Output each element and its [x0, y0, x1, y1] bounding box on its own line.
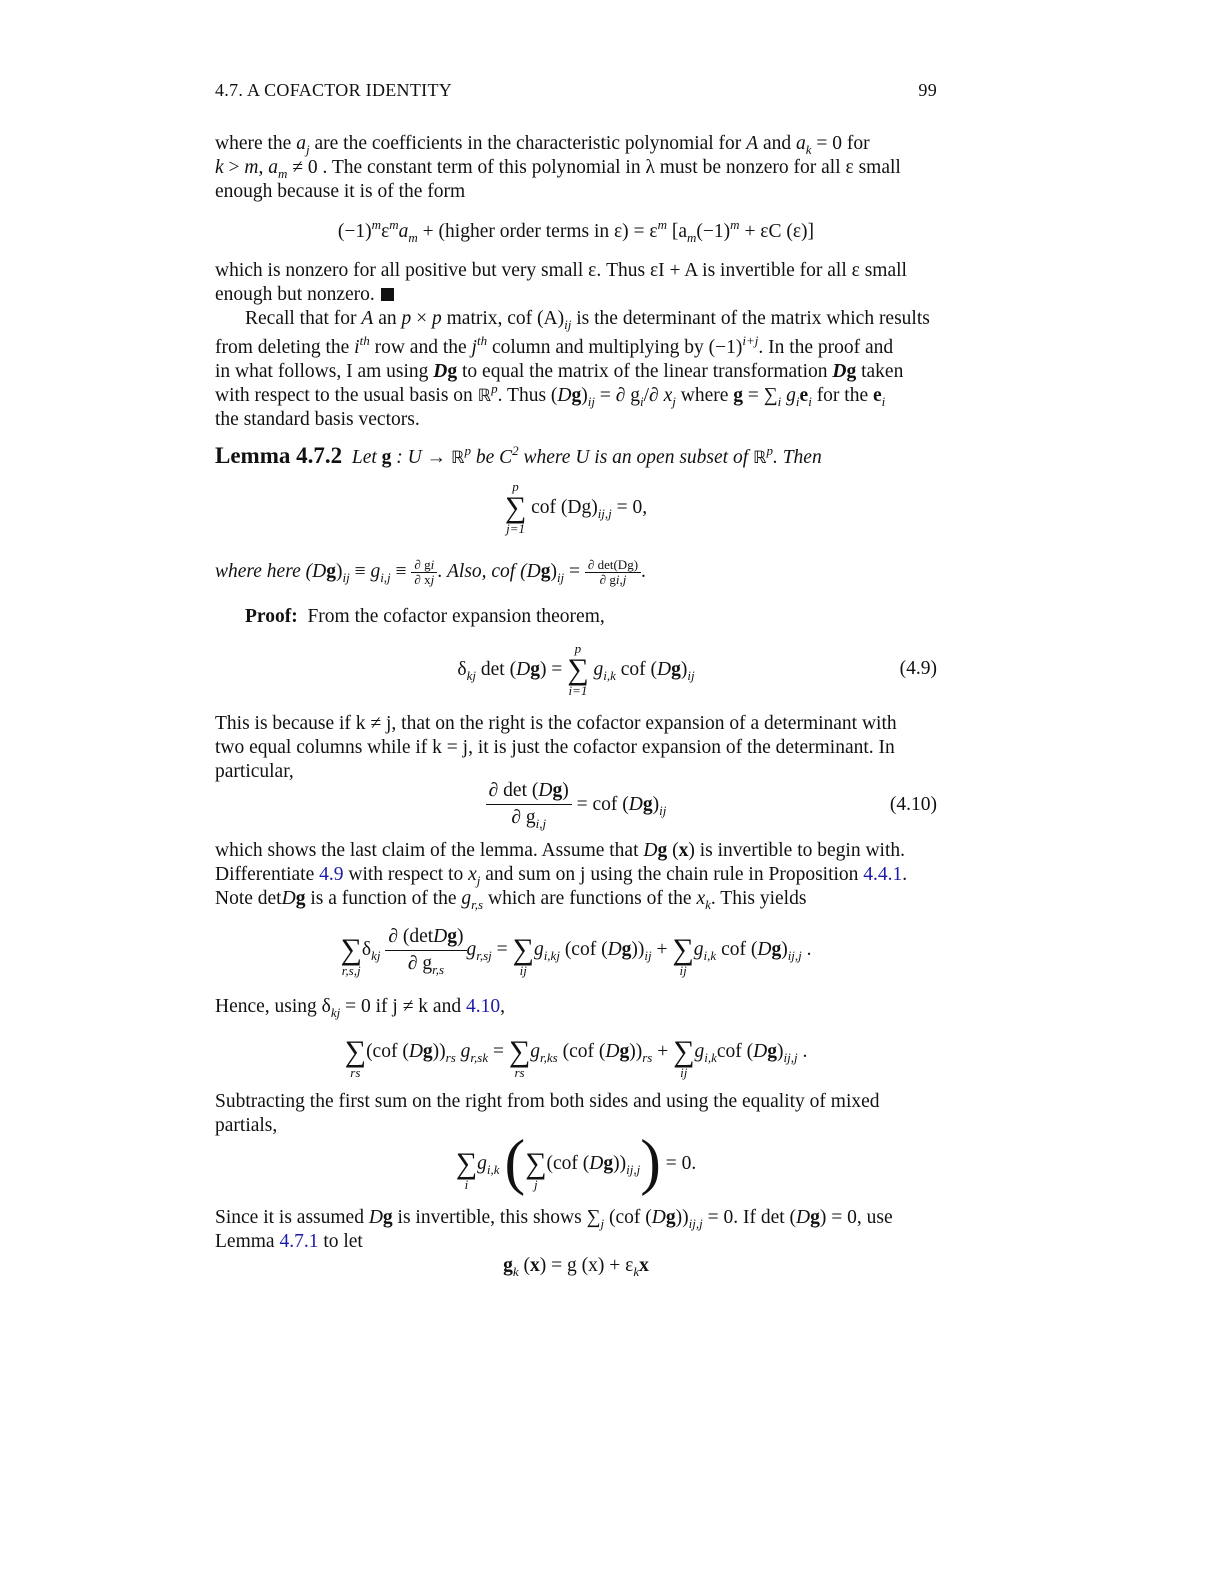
paragraph-characteristic-polynomial: where the $a_j$ are the coefficients in the characteristic polynomial for A and $a_k = 0$ for k > m, $a_m \ne 0$ . The constant term of this polynomial in λ must be nonzero for all ε small enough because it is of the form	[215, 133, 901, 202]
equation-mixed-partials: ∑ i $g_{i,k}$ ( ∑ j (cof $(Dg))_{ij,j}) = 0$.	[455, 1128, 697, 1197]
section-title: 4.7. A COFACTOR IDENTITY	[215, 80, 453, 100]
lemma-where-clause: where here $(Dg)_{ij} \equiv g_{i,j}$ ≡ $\frac{\partial gi}{\partial xj}$ . Also, cof $(Dg)_{ij}$ = $\frac{\partial \det(Dg)}{\partial gi,j}$ .	[215, 557, 646, 587]
lemma-4-7-2: Lemma 4.7.2 Let g : U → ℝ$^p$ be $C^2$ where U is an open subset of ℝ$^p$. Then	[215, 443, 822, 468]
equation-gk: $g_k$ (x) = g $(x) + \varepsilon_kx$	[503, 1255, 649, 1279]
qed-square-icon	[381, 288, 394, 301]
equation-number-4-9: (4.9)	[899, 658, 937, 679]
equation-number-4-10: (4.10)	[889, 794, 937, 815]
paragraph-cofactor-expansion: This is because if k ≠ j, that on the right is the cofactor expansion of a determinant with two equal columns while if k = j, it is just the cofactor expansion of the determinant. In particular,	[215, 713, 897, 782]
lemma-label: Lemma 4.7.2	[215, 443, 343, 468]
running-header	[215, 78, 937, 102]
paragraph-hence: Hence, using $\delta_{kj} = 0$ if j ≠ k and 4.10,	[215, 996, 505, 1020]
proposition-4-4-1-link[interactable]: 4.4.1	[863, 864, 903, 885]
equation-4-9: $\delta_{kj}$ det (Dg) = p ∑ i=1 $g_{i,k}$ cof $(Dg)_{ij}$ (4.9)	[457, 641, 937, 698]
proof-label: Proof:	[245, 606, 298, 627]
equation-4-10: $\frac{\partial \det (Dg)}{\partial g_{i,j}}$ = cof $(Dg)_{ij}$ (4.10)	[215, 778, 937, 831]
paragraph-cofactor-definition: Recall that for A an p × p matrix, cof $(A)_{ij}$ is the determinant of the matrix which results from deleting the $i^{th}$ row and the $j^{th}$ column and multiplying by $(-1)^{i+j}$. In the proof and in what follows, I am using Dg to equal the matrix of the linear transformation Dg taken with respect to the usual basis on ℝ$^p$. Thus $(Dg)_{ij}$ = ∂ $g_i/\partial$ $x_j$ where $g = \sum_i$ $g_ie_i$ for the $e_i$ the standard basis vectors.	[215, 308, 930, 430]
equation-lemma-sum: p ∑ j=1 cof $(Dg)_{ij,j} = 0$,	[504, 479, 648, 536]
equation-hence: ∑ rs (cof $(Dg))_{rs}$ $g_{r,sk}$ = ∑ rs $g_{r,ks}$ (cof $(Dg))_{rs}$ + ∑ ij $g_{i,k}cof$ $(Dg)_{ij,j}$ .	[344, 1035, 808, 1080]
equation-chain-rule: ∑ r,s,j $\delta_{kj}$ $\frac{\text{∂ (detDg)}}{\partial g_{r,s}}$ $g_{r,sj}$ = ∑ ij $g_{i,kj}$ (cof $(Dg))_{ij}$ + ∑ ij $g_{i,k}$ cof $(Dg)_{ij,j}$ .	[340, 925, 812, 978]
lemma-4-7-1-link[interactable]: 4.7.1	[279, 1231, 319, 1252]
equation-4-9-link[interactable]: 4.9	[319, 864, 344, 885]
paragraph-subtracting: Subtracting the first sum on the right from both sides and using the equality of mixed partials,	[215, 1091, 880, 1136]
page-number: 99	[918, 80, 937, 100]
paragraph-since: Since it is assumed Dg is invertible, this shows $\sum_j$ (cof $(Dg))_{ij,j} = 0$. If det (Dg) = 0, use Lemma 4.7.1 to let	[215, 1207, 893, 1252]
equation-4-10-link[interactable]: 4.10	[465, 996, 501, 1017]
proof-intro: Proof: From the cofactor expansion theorem,	[245, 606, 605, 627]
paragraph-invertible: which is nonzero for all positive but very small ε. Thus εI + A is invertible for all ε small enough but nonzero.	[215, 260, 907, 305]
paragraph-differentiate: which shows the last claim of the lemma. Assume that Dg (x) is invertible to begin with. Differentiate 4.9 with respect to $x_j$ and sum on j using the chain rule in Proposition 4.4.1. Note detDg is a function of the $g_{r,s}$ which are functions of the $x_k$. This yields	[215, 840, 908, 912]
equation-constant-term: $(-1)^m\varepsilon^ma_m$ + (higher order terms in $\varepsilon) = \varepsilon^m$ [$a_m(-1)^m + \varepsilon C$ (ε)]	[337, 217, 815, 245]
